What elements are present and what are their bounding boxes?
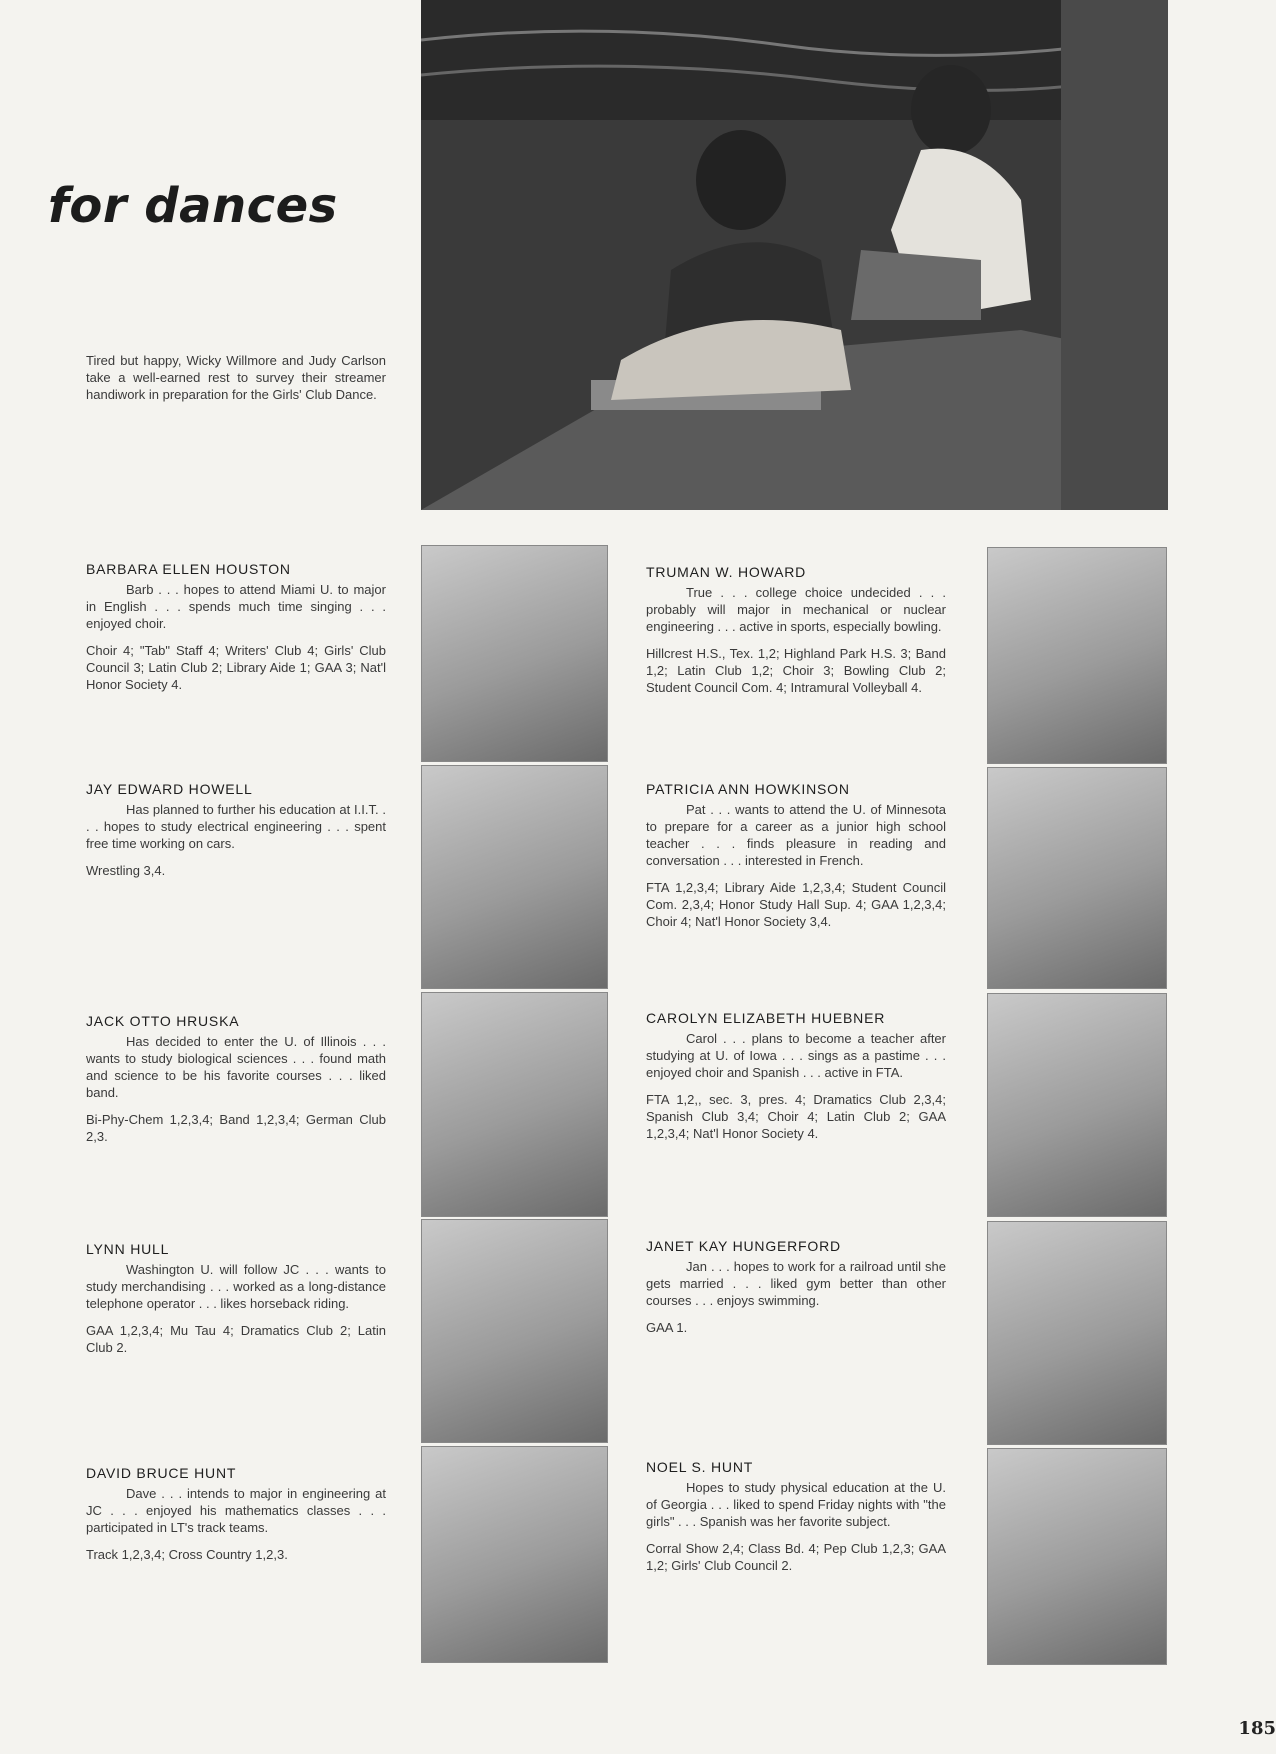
student-name: JANET KAY HUNGERFORD (646, 1238, 841, 1254)
portrait-photo (421, 1219, 608, 1443)
student-name: NOEL S. HUNT (646, 1459, 754, 1475)
portrait-photo (421, 545, 608, 762)
portrait-photo (987, 1448, 1167, 1665)
student-name: CAROLYN ELIZABETH HUEBNER (646, 1010, 886, 1026)
student-name: JACK OTTO HRUSKA (86, 1013, 240, 1029)
student-entry (86, 781, 386, 879)
student-entry (646, 1010, 946, 1142)
portrait-photo (987, 547, 1167, 764)
portrait-photo (421, 1446, 608, 1663)
student-bio: Carol . . . plans to become a teacher after studying at U. of Iowa . . . sings as a pastime . . . enjoyed choir and Spanish . . . active in FTA. (646, 1031, 946, 1080)
student-bio: Washington U. will follow JC . . . wants to study merchandising . . . worked as a long-distance telephone operator . . . likes horseback riding. (86, 1262, 386, 1311)
page-heading: for dances (48, 178, 338, 234)
student-activities: Hillcrest H.S., Tex. 1,2; Highland Park H.S. 3; Band 1,2; Latin Club 1,2; Choir 3; Bowling Club 2; Student Council Com. 4; Intramural Volleyball 4. (646, 646, 946, 695)
student-activities: Bi-Phy-Chem 1,2,3,4; Band 1,2,3,4; German Club 2,3. (86, 1112, 386, 1144)
student-name: TRUMAN W. HOWARD (646, 564, 807, 580)
student-entry (86, 1465, 386, 1563)
dance-decorating-photo (421, 0, 1168, 510)
portrait-photo (987, 1221, 1167, 1445)
student-bio: Barb . . . hopes to attend Miami U. to major in English . . . spends much time singing . . . enjoyed choir. (86, 582, 386, 631)
student-activities: Corral Show 2,4; Class Bd. 4; Pep Club 1,2,3; GAA 1,2; Girls' Club Council 2. (646, 1541, 946, 1573)
student-activities: FTA 1,2,, sec. 3, pres. 4; Dramatics Club 2,3,4; Spanish Club 3,4; Choir 4; Latin Club 2; GAA 1,2,3,4; Nat'l Honor Society 4. (646, 1092, 946, 1141)
student-name: JAY EDWARD HOWELL (86, 781, 253, 797)
student-activities: Wrestling 3,4. (86, 863, 166, 878)
student-name: DAVID BRUCE HUNT (86, 1465, 237, 1481)
student-activities: Track 1,2,3,4; Cross Country 1,2,3. (86, 1547, 288, 1562)
student-entry (646, 781, 946, 930)
portrait-photo (987, 993, 1167, 1217)
student-activities: FTA 1,2,3,4; Library Aide 1,2,3,4; Student Council Com. 2,3,4; Honor Study Hall Sup. 4; GAA 1,2,3,4; Choir 4; Nat'l Honor Society 3,4. (646, 880, 946, 929)
student-activities: GAA 1. (646, 1320, 688, 1335)
student-name: BARBARA ELLEN HOUSTON (86, 561, 291, 577)
student-bio: Dave . . . intends to major in engineering at JC . . . enjoyed his mathematics classes . . . participated in LT's track teams. (86, 1486, 386, 1535)
student-entry (646, 1238, 946, 1336)
portrait-photo (987, 767, 1167, 989)
student-bio: Jan . . . hopes to work for a railroad until she gets married . . . liked gym better than other courses . . . enjoys swimming. (646, 1259, 946, 1308)
dance-photo-illustration (421, 0, 1168, 510)
student-entry (646, 1459, 946, 1574)
student-entry (86, 561, 386, 693)
portrait-photo (421, 992, 608, 1217)
student-activities: Choir 4; "Tab" Staff 4; Writers' Club 4; Girls' Club Council 3; Latin Club 2; Library Aide 1; GAA 3; Nat'l Honor Society 4. (86, 643, 386, 692)
student-bio: Has planned to further his education at I.I.T. . . . hopes to study electrical engineering . . . spent free time working on cars. (86, 802, 386, 851)
photo-caption: Tired but happy, Wicky Willmore and Judy Carlson take a well-earned rest to survey their streamer handiwork in preparation for the Girls' Club Dance. (86, 353, 386, 402)
student-bio: Hopes to study physical education at the U. of Georgia . . . liked to spend Friday nights with "the girls" . . . Spanish was her favorite subject. (646, 1480, 946, 1529)
student-bio: Has decided to enter the U. of Illinois . . . wants to study biological sciences . . . found math and science to be his favorite courses . . . liked band. (86, 1034, 386, 1100)
portrait-photo (421, 765, 608, 989)
student-name: LYNN HULL (86, 1241, 170, 1257)
student-activities: GAA 1,2,3,4; Mu Tau 4; Dramatics Club 2; Latin Club 2. (86, 1323, 386, 1355)
student-entry (86, 1013, 386, 1145)
student-bio: True . . . college choice undecided . . . probably will major in mechanical or nuclear engineering . . . active in sports, especially bowling. (646, 585, 946, 634)
student-bio: Pat . . . wants to attend the U. of Minnesota to prepare for a career as a junior high school teacher . . . finds pleasure in reading and conversation . . . interested in French. (646, 802, 946, 868)
student-entry (86, 1241, 386, 1356)
student-name: PATRICIA ANN HOWKINSON (646, 781, 850, 797)
student-entry (646, 564, 946, 696)
page-number: 185 (1238, 1718, 1276, 1739)
